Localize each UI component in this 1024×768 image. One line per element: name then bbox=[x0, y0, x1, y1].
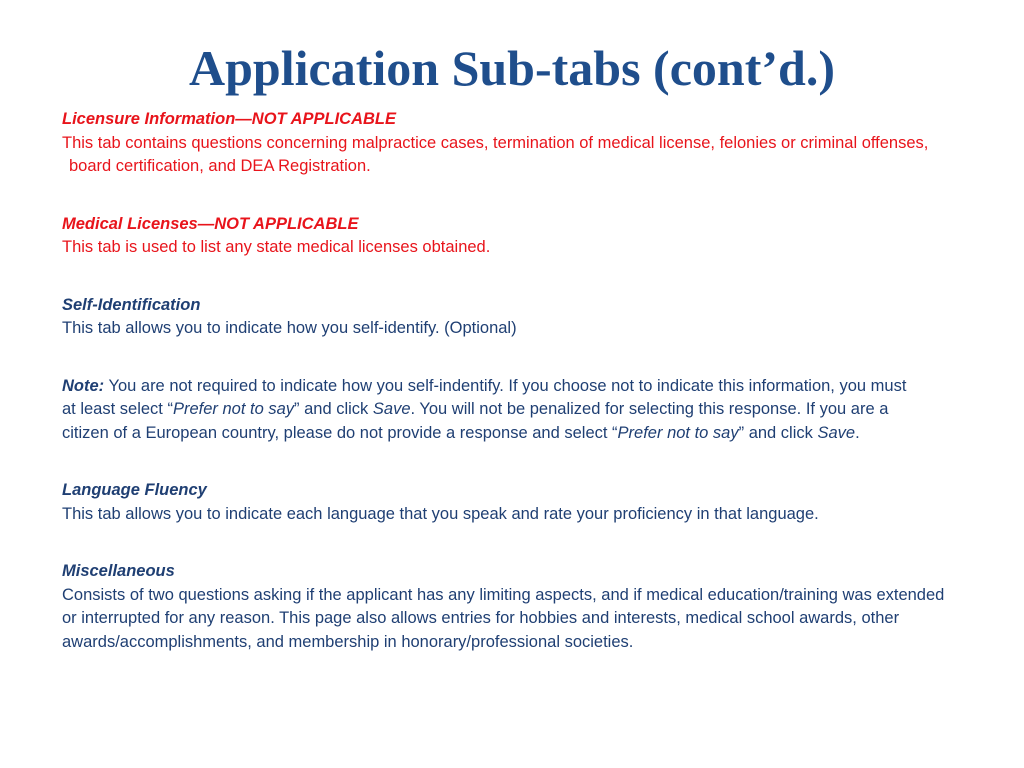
self-identification-note bbox=[62, 375, 912, 446]
language-fluency-heading: Language Fluency bbox=[62, 481, 207, 499]
language-fluency-text: This tab allows you to indicate each language that you speak and rate your proficiency in that language. bbox=[62, 504, 819, 523]
note-text-2: ” and click bbox=[294, 400, 373, 418]
licensure-heading: Licensure Information—NOT APPLICABLE bbox=[62, 110, 396, 128]
self-identification-text: This tab allows you to indicate how you self-identify. (Optional) bbox=[62, 319, 517, 337]
self-identification-heading: Self-Identification bbox=[62, 295, 201, 314]
note-text-3: . You will not be penalized for selecting this response. If you are a citizen of a European country, please do not provide a response and select “ bbox=[62, 400, 889, 442]
note-action-2: Save bbox=[817, 423, 856, 442]
spacer bbox=[62, 341, 962, 375]
note-text-1: You are not required to indicate how you self-indentify. If you choose not to indicate this information, you must at least select “ bbox=[62, 376, 907, 418]
note-label: Note: bbox=[62, 376, 105, 395]
licensure-text: This tab contains questions concerning malpractice cases, termination of medical license, felonies or criminal offenses, board certification, and DEA Registration. bbox=[62, 133, 929, 175]
medical-licenses-text: This tab is used to list any state medical licenses obtained. bbox=[62, 238, 491, 256]
note-action-1: Save bbox=[372, 400, 411, 418]
note-text-4: ” and click bbox=[738, 423, 818, 442]
spacer bbox=[62, 179, 962, 213]
note-option-1: Prefer not to say bbox=[172, 400, 295, 418]
spacer bbox=[62, 260, 962, 294]
slide-title: Application Sub-tabs (cont’d.) bbox=[189, 40, 835, 96]
note-text-5: . bbox=[855, 423, 860, 442]
medical-licenses-heading: Medical Licenses—NOT APPLICABLE bbox=[62, 214, 359, 233]
miscellaneous-heading: Miscellaneous bbox=[62, 562, 175, 580]
spacer bbox=[62, 445, 962, 479]
miscellaneous-text: Consists of two questions asking if the applicant has any limiting aspects, and if medical education/training was extended or interrupted for any reason. This page also allows entries for hobbies and interests, medical school awards, other awards/accomplishments, and membership in honorary/professional societies. bbox=[62, 585, 945, 651]
slide-body bbox=[62, 108, 962, 654]
note-option-2: Prefer not to say bbox=[617, 423, 739, 442]
spacer bbox=[62, 526, 962, 560]
